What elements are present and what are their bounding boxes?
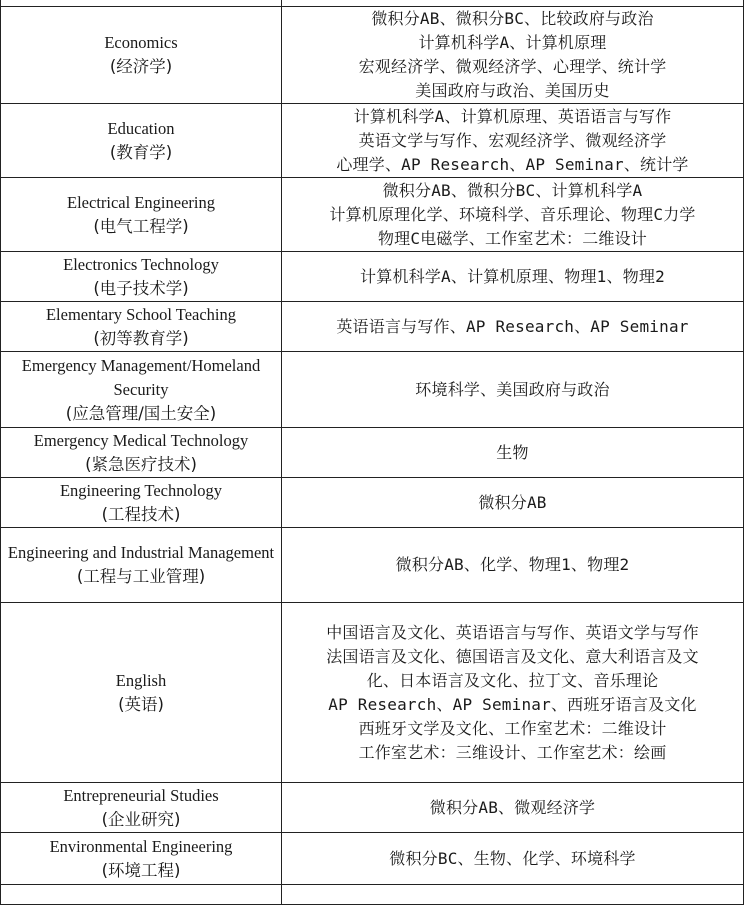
major-cell [1,603,282,783]
course-line: 计算机原理化学、环境科学、音乐理论、物理C力学 [329,204,696,224]
table-row [1,104,744,178]
major-chinese-name: (初等教育学) [93,328,189,348]
courses-cell [282,302,744,352]
table-row [1,7,744,104]
table-row [1,252,744,302]
table-row [1,528,744,603]
major-cell [1,302,282,352]
courses-cell [282,885,744,905]
major-cell [1,885,282,905]
course-line: 计算机科学A、计算机原理、物理1、物理2 [360,266,665,286]
course-line: 计算机科学A、计算机原理、英语语言与写作 [353,106,672,126]
course-line: 微积分AB、化学、物理1、物理2 [395,555,630,574]
table-row [1,352,744,428]
course-line: 美国政府与政治、美国历史 [415,81,610,100]
major-chinese-name: (工程与工业管理) [76,567,206,586]
major-chinese-name: (教育学) [109,142,173,162]
course-line: 英语语言与写作、AP Research、AP Seminar [336,316,689,336]
major-cell [1,528,282,603]
course-line: AP Research、AP Seminar、西班牙语言及文化 [328,694,697,714]
course-line: 物理C电磁学、工作室艺术：二维设计 [377,228,648,248]
table-row [1,885,744,905]
course-line: 西班牙文学及文化、工作室艺术：二维设计 [358,718,667,738]
courses-cell [282,7,744,104]
course-line: 化、日本语言及文化、拉丁文、音乐理论 [366,670,659,690]
table-row [1,302,744,352]
major-english-name: Environmental Engineering [49,836,233,856]
courses-cell [282,352,744,428]
major-english-name: Emergency Medical Technology [33,430,249,450]
course-line: 微积分AB、微积分BC、比较政府与政治 [371,9,654,28]
major-chinese-name: (企业研究) [101,809,181,829]
major-cell [1,833,282,885]
major-english-name: Emergency Management/Homeland Security [21,355,261,399]
courses-cell [282,478,744,528]
course-line: 微积分AB、微观经济学 [429,797,596,817]
course-line: 心理学、AP Research、AP Seminar、统计学 [336,154,689,174]
courses-cell [282,428,744,478]
course-line: 微积分AB、微积分BC、计算机科学A [382,180,643,200]
courses-cell [282,104,744,178]
courses-cell [282,178,744,252]
courses-cell [282,603,744,783]
major-chinese-name: (应急管理/国土安全) [65,403,217,423]
major-chinese-name: (电气工程学) [93,216,189,236]
table-row [1,428,744,478]
major-chinese-name: (经济学) [109,57,173,76]
major-english-name: Elementary School Teaching [45,304,237,324]
table-row [1,478,744,528]
major-english-name: English [115,670,167,690]
major-cell [1,478,282,528]
course-line: 生物 [496,442,529,462]
course-line: 微积分BC、生物、化学、环境科学 [389,848,636,868]
table-row [1,783,744,833]
course-line: 计算机科学A、计算机原理 [418,33,607,52]
major-cell [1,252,282,302]
major-cell [1,428,282,478]
major-chinese-name: (电子技术学) [93,278,189,298]
course-line: 中国语言及文化、英语语言与写作、英语文学与写作 [326,622,699,642]
major-english-name: Electronics Technology [63,254,219,274]
major-english-name: Economics [104,33,178,52]
major-cell [1,178,282,252]
courses-cell [282,833,744,885]
courses-cell [282,252,744,302]
major-chinese-name: (环境工程) [101,860,181,880]
table-row [1,178,744,252]
major-cell [1,352,282,428]
table-row [1,833,744,885]
major-chinese-name: (工程技术) [101,504,181,524]
courses-cell [282,528,744,603]
courses-cell [282,783,744,833]
table-row [1,603,744,783]
major-english-name: Engineering Technology [59,480,223,500]
major-english-name: Engineering and Industrial Management [7,543,275,562]
major-cell [1,104,282,178]
course-line: 环境科学、美国政府与政治 [415,379,610,399]
major-english-name: Entrepreneurial Studies [63,785,219,805]
major-cell [1,783,282,833]
major-cell [1,7,282,104]
course-line: 英语文学与写作、宏观经济学、微观经济学 [358,130,667,150]
course-line: 法国语言及文化、德国语言及文化、意大利语言及文 [326,646,699,666]
course-line: 微积分AB [478,492,547,512]
major-chinese-name: (紧急医疗技术) [85,454,197,474]
major-english-name: Education [107,118,175,138]
major-chinese-name: (英语) [118,694,164,714]
major-english-name: Electrical Engineering [67,192,215,212]
course-line: 宏观经济学、微观经济学、心理学、统计学 [358,57,667,76]
course-line: 工作室艺术：三维设计、工作室艺术：绘画 [358,742,667,762]
